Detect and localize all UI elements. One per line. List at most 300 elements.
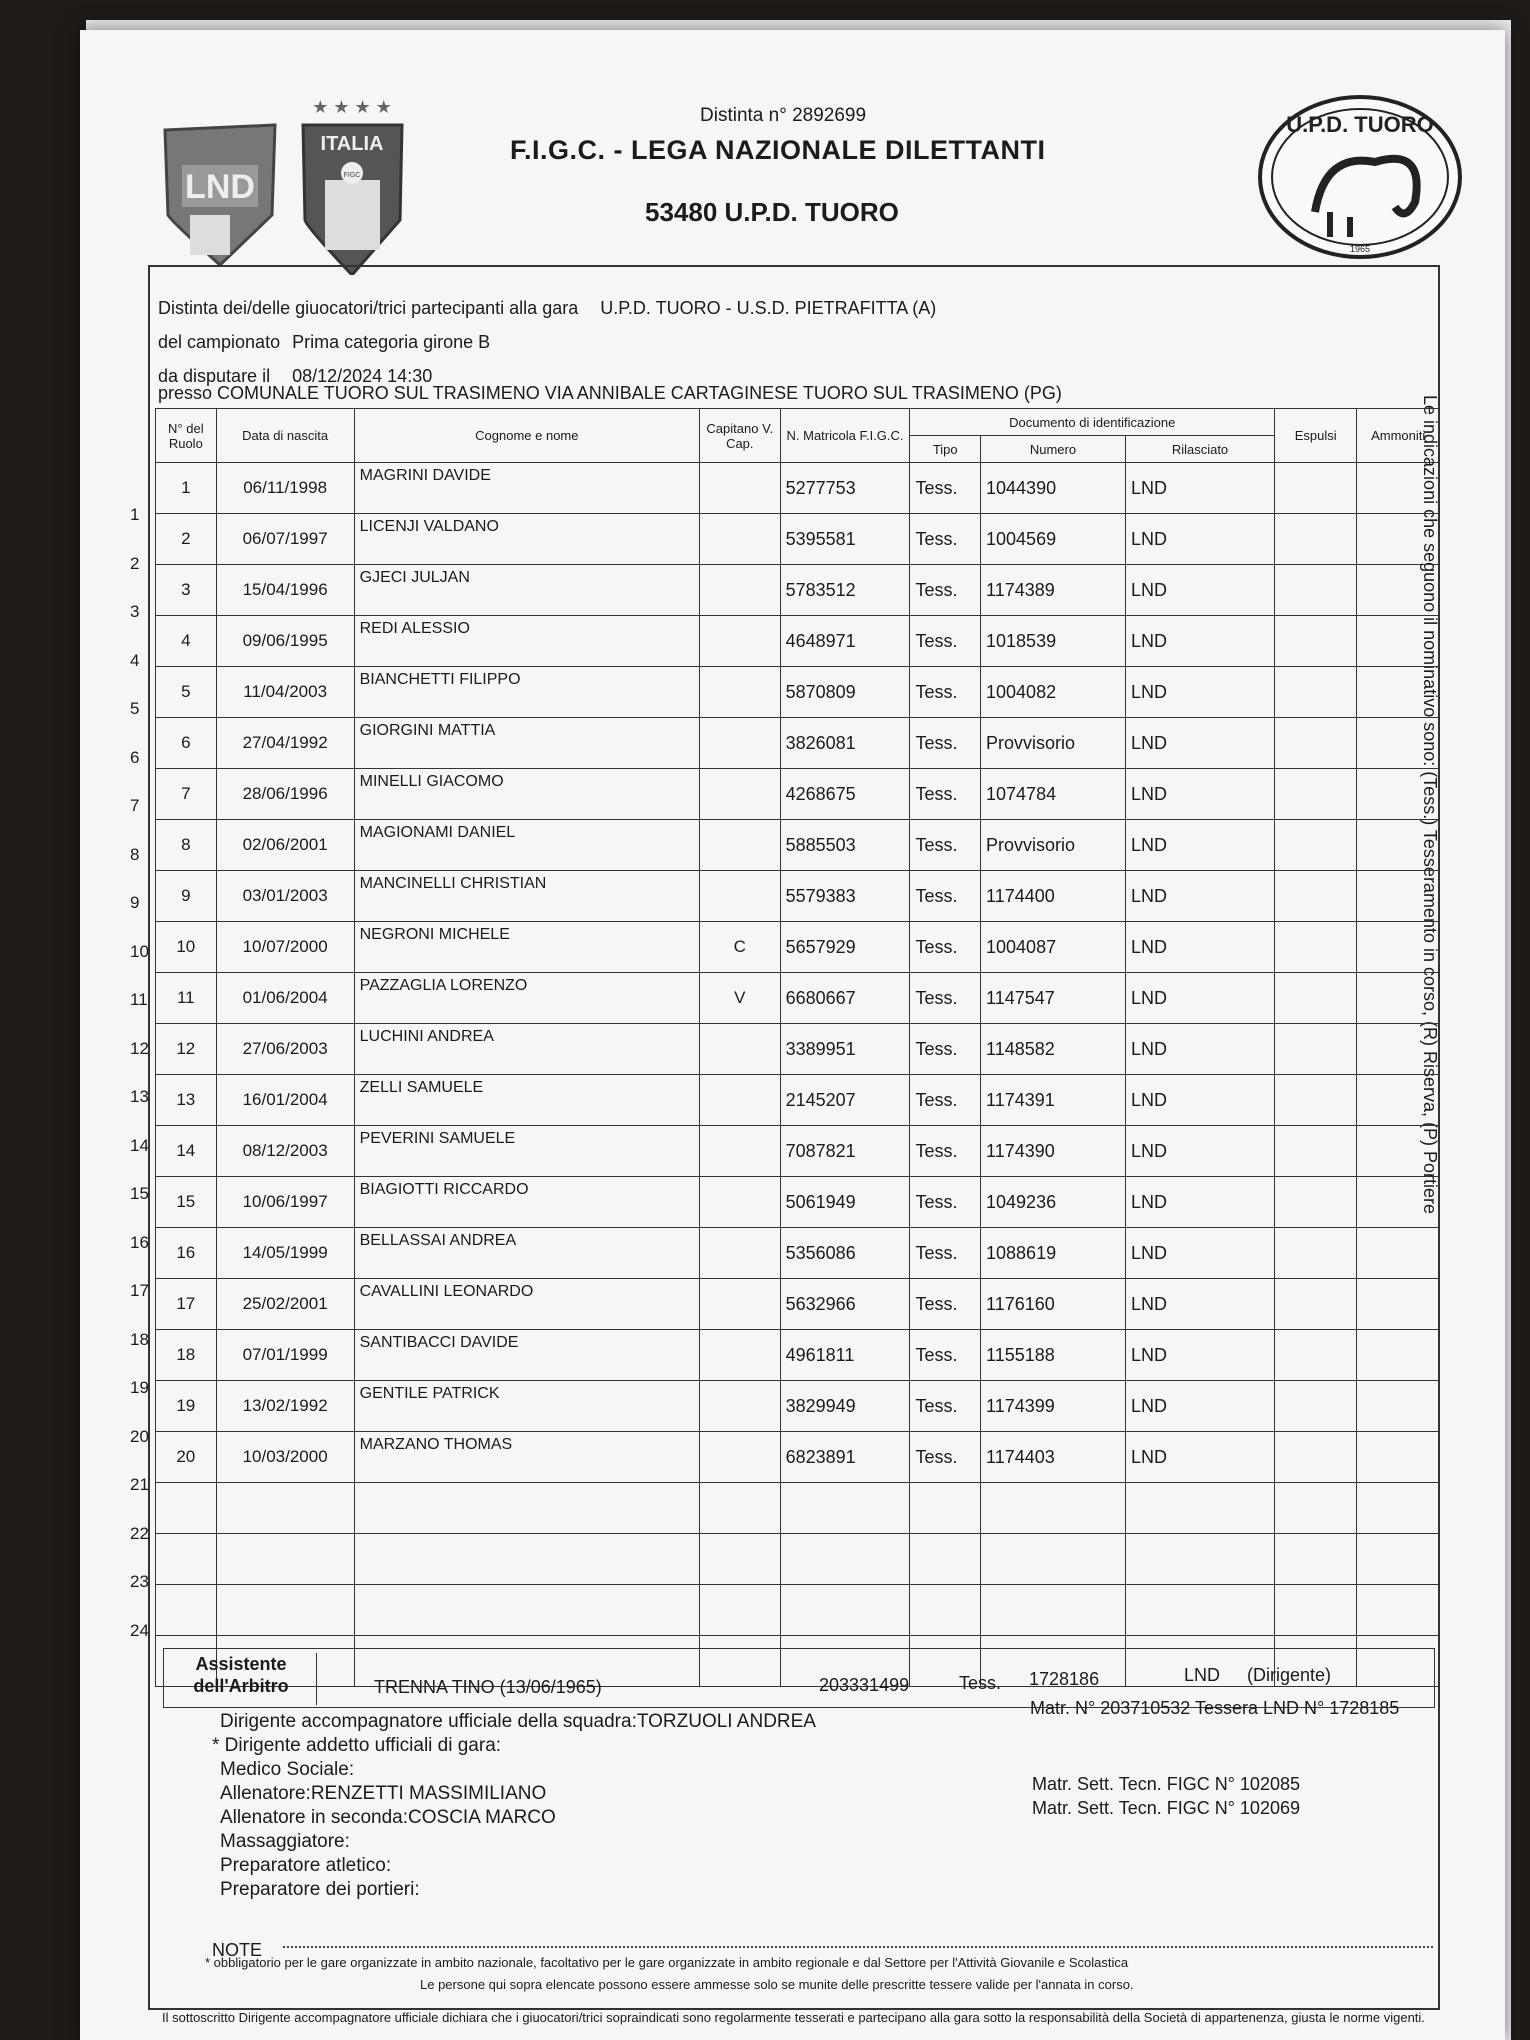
- row-number: 16: [130, 1232, 149, 1252]
- table-row: [156, 922, 1440, 973]
- player-rilasciato: LND: [1125, 1075, 1274, 1126]
- player-rilasciato: LND: [1125, 1330, 1274, 1381]
- player-nascita: 15/04/1996: [216, 565, 354, 616]
- note-label: NOTE: [212, 1940, 263, 1960]
- player-ammoniti: [1357, 667, 1440, 718]
- player-ruolo: 8: [156, 820, 217, 871]
- table-row: [156, 1126, 1440, 1177]
- player-nome: [354, 1585, 699, 1636]
- player-nome: GIORGINI MATTIA: [354, 718, 699, 769]
- player-ruolo: 10: [156, 922, 217, 973]
- player-espulsi: [1275, 514, 1357, 565]
- player-espulsi: [1275, 718, 1357, 769]
- player-nome: BELLASSAI ANDREA: [354, 1228, 699, 1279]
- player-capitano: [700, 1024, 781, 1075]
- player-tipo: Tess.: [910, 1075, 981, 1126]
- table-row: [156, 616, 1440, 667]
- player-nascita: 27/06/2003: [216, 1024, 354, 1075]
- player-tipo: Tess.: [910, 1279, 981, 1330]
- table-row: [156, 1024, 1440, 1075]
- allenatore: Allenatore:RENZETTI MASSIMILIANO: [220, 1783, 547, 1804]
- table-row: [156, 769, 1440, 820]
- player-espulsi: [1275, 565, 1357, 616]
- player-nascita: 01/06/2004: [216, 973, 354, 1024]
- player-nascita: 08/12/2003: [216, 1126, 354, 1177]
- player-capitano: [700, 1075, 781, 1126]
- player-ruolo: [156, 1483, 217, 1534]
- col-tipo: Tipo: [910, 436, 981, 463]
- player-rilasciato: LND: [1125, 514, 1274, 565]
- player-nascita: 13/02/1992: [216, 1381, 354, 1432]
- player-capitano: C: [700, 922, 781, 973]
- player-tipo: Tess.: [910, 1381, 981, 1432]
- player-ammoniti: [1357, 1483, 1440, 1534]
- player-nascita: 10/06/1997: [216, 1177, 354, 1228]
- player-ammoniti: [1357, 769, 1440, 820]
- player-ammoniti: [1357, 616, 1440, 667]
- player-numero: 1044390: [981, 463, 1126, 514]
- row-number: 13: [130, 1087, 149, 1106]
- player-espulsi: [1275, 1279, 1357, 1330]
- player-tipo: Tess.: [910, 1024, 981, 1075]
- player-nome: BIANCHETTI FILIPPO: [354, 667, 699, 718]
- player-rilasciato: LND: [1125, 1024, 1274, 1075]
- player-tipo: Tess.: [910, 616, 981, 667]
- player-capitano: [700, 616, 781, 667]
- player-matricola: 6680667: [780, 973, 910, 1024]
- player-ruolo: 1: [156, 463, 217, 514]
- table-row: [156, 514, 1440, 565]
- player-ruolo: 11: [156, 973, 217, 1024]
- preparatore-portieri: Preparatore dei portieri:: [220, 1879, 420, 1900]
- player-numero: [981, 1483, 1126, 1534]
- player-nome: MAGIONAMI DANIEL: [354, 820, 699, 871]
- col-ruolo: N° del Ruolo: [156, 409, 217, 463]
- player-nascita: 25/02/2001: [216, 1279, 354, 1330]
- row-number: 21: [130, 1475, 149, 1494]
- dirigente-matricola: Matr. N° 203710532 Tessera LND N° 1728185: [1030, 1698, 1400, 1718]
- player-ammoniti: [1357, 463, 1440, 514]
- officials-list: [212, 1710, 816, 1902]
- player-nome: PAZZAGLIA LORENZO: [354, 973, 699, 1024]
- player-ammoniti: [1357, 922, 1440, 973]
- row-number: 8: [130, 844, 140, 864]
- player-nascita: 06/07/1997: [216, 514, 354, 565]
- table-row: [156, 1177, 1440, 1228]
- assistente-rilasciato: LND: [1184, 1665, 1221, 1685]
- player-numero: 1004087: [981, 922, 1126, 973]
- note-ammesse: Le persone qui sopra elencate possono essere ammesse solo se munite delle prescritte tessere valide per l'annata in corso.: [420, 1977, 1134, 1992]
- player-tipo: Tess.: [910, 973, 981, 1024]
- col-capitano: Capitano V. Cap.: [700, 409, 781, 463]
- player-nome: BIAGIOTTI RICCARDO: [354, 1177, 699, 1228]
- player-numero: 1174390: [981, 1126, 1126, 1177]
- lnd-logo: [160, 120, 280, 270]
- player-ruolo: 19: [156, 1381, 217, 1432]
- assistente-tipo: Tess.: [959, 1673, 1002, 1693]
- info-presso: presso COMUNALE TUORO SUL TRASIMENO VIA ANNIBALE CARTAGINESE TUORO SUL TRASIMENO (PG): [158, 383, 1062, 403]
- row-number: 1: [130, 505, 140, 524]
- row-number: 17: [130, 1281, 149, 1300]
- player-matricola: 4268675: [780, 769, 910, 820]
- player-ruolo: 17: [156, 1279, 217, 1330]
- player-numero: 1074784: [981, 769, 1126, 820]
- player-matricola: 7087821: [780, 1126, 910, 1177]
- player-nascita: 02/06/2001: [216, 820, 354, 871]
- player-tipo: Tess.: [910, 565, 981, 616]
- svg-text:★ ★ ★ ★: ★ ★ ★ ★: [312, 97, 392, 117]
- player-numero: 1004082: [981, 667, 1126, 718]
- row-number: 7: [130, 796, 140, 815]
- table-row: [156, 718, 1440, 769]
- player-capitano: [700, 1381, 781, 1432]
- player-nome: PEVERINI SAMUELE: [354, 1126, 699, 1177]
- player-espulsi: [1275, 820, 1357, 871]
- player-matricola: 4961811: [780, 1330, 910, 1381]
- player-espulsi: [1275, 1483, 1357, 1534]
- player-rilasciato: [1125, 1483, 1274, 1534]
- player-matricola: 5395581: [780, 514, 910, 565]
- player-numero: 1018539: [981, 616, 1126, 667]
- col-numero: Numero: [981, 436, 1126, 463]
- player-nome: LICENJI VALDANO: [354, 514, 699, 565]
- player-ammoniti: [1357, 514, 1440, 565]
- player-nascita: [216, 1534, 354, 1585]
- player-numero: 1174399: [981, 1381, 1126, 1432]
- player-tipo: Tess.: [910, 1177, 981, 1228]
- player-tipo: Tess.: [910, 1228, 981, 1279]
- upd-tuoro-logo: [1255, 92, 1465, 262]
- player-nome: MINELLI GIACOMO: [354, 769, 699, 820]
- player-espulsi: [1275, 1228, 1357, 1279]
- assistente-matricola: 203331499: [819, 1675, 910, 1695]
- player-capitano: [700, 1534, 781, 1585]
- table-row: [156, 1330, 1440, 1381]
- player-capitano: [700, 1483, 781, 1534]
- player-nome: [354, 1483, 699, 1534]
- player-ruolo: 3: [156, 565, 217, 616]
- player-espulsi: [1275, 616, 1357, 667]
- player-matricola: 5277753: [780, 463, 910, 514]
- player-numero: 1049236: [981, 1177, 1126, 1228]
- player-ruolo: 7: [156, 769, 217, 820]
- player-tipo: Tess.: [910, 514, 981, 565]
- player-nome: CAVALLINI LEONARDO: [354, 1279, 699, 1330]
- player-tipo: Tess.: [910, 1330, 981, 1381]
- document-title: F.I.G.C. - LEGA NAZIONALE DILETTANTI: [510, 135, 1046, 165]
- player-tipo: Tess.: [910, 718, 981, 769]
- player-matricola: 5579383: [780, 871, 910, 922]
- player-capitano: [700, 1177, 781, 1228]
- player-matricola: [780, 1585, 910, 1636]
- player-rilasciato: LND: [1125, 463, 1274, 514]
- player-matricola: 3829949: [780, 1381, 910, 1432]
- player-numero: 1155188: [981, 1330, 1126, 1381]
- player-nome: SANTIBACCI DAVIDE: [354, 1330, 699, 1381]
- player-tipo: Tess.: [910, 667, 981, 718]
- assistente-numero: 1728186: [1029, 1669, 1100, 1689]
- player-tipo: [910, 1585, 981, 1636]
- player-nascita: [216, 1483, 354, 1534]
- player-ammoniti: [1357, 871, 1440, 922]
- player-ruolo: 14: [156, 1126, 217, 1177]
- col-matricola: N. Matricola F.I.G.C.: [780, 409, 910, 463]
- player-numero: 1176160: [981, 1279, 1126, 1330]
- row-number: 10: [130, 941, 149, 961]
- player-numero: 1004569: [981, 514, 1126, 565]
- player-tipo: [910, 1483, 981, 1534]
- row-number: 5: [130, 699, 140, 718]
- player-ammoniti: [1357, 718, 1440, 769]
- player-capitano: [700, 820, 781, 871]
- table-row: [156, 1534, 1440, 1585]
- player-matricola: [780, 1483, 910, 1534]
- player-numero: 1174400: [981, 871, 1126, 922]
- player-rilasciato: LND: [1125, 1432, 1274, 1483]
- player-numero: 1148582: [981, 1024, 1126, 1075]
- player-matricola: 2145207: [780, 1075, 910, 1126]
- player-ruolo: 18: [156, 1330, 217, 1381]
- player-matricola: [780, 1534, 910, 1585]
- col-rilasciato: Rilasciato: [1125, 436, 1274, 463]
- player-tipo: Tess.: [910, 769, 981, 820]
- players-table: [155, 408, 1440, 1687]
- player-espulsi: [1275, 973, 1357, 1024]
- table-row: [156, 1228, 1440, 1279]
- player-numero: Provvisorio: [981, 820, 1126, 871]
- figc-italia-logo: [295, 95, 410, 275]
- player-matricola: 5356086: [780, 1228, 910, 1279]
- col-ammoniti: Ammoniti: [1357, 409, 1440, 463]
- player-espulsi: [1275, 922, 1357, 973]
- player-ruolo: 13: [156, 1075, 217, 1126]
- row-number: 24: [130, 1620, 149, 1640]
- player-ammoniti: [1357, 1432, 1440, 1483]
- row-number: 11: [130, 990, 148, 1009]
- player-matricola: 5885503: [780, 820, 910, 871]
- row-number: 18: [130, 1329, 149, 1349]
- medico: Medico Sociale:: [220, 1759, 355, 1780]
- player-capitano: [700, 769, 781, 820]
- player-matricola: 5783512: [780, 565, 910, 616]
- assistente-nome: TRENNA TINO (13/06/1965): [374, 1677, 602, 1697]
- player-tipo: [910, 1534, 981, 1585]
- player-nascita: 28/06/1996: [216, 769, 354, 820]
- row-number: 9: [130, 893, 140, 912]
- note-dotted-line: [283, 1946, 1433, 1948]
- player-nome: LUCHINI ANDREA: [354, 1024, 699, 1075]
- player-espulsi: [1275, 1534, 1357, 1585]
- svg-text:LND: LND: [185, 168, 255, 206]
- player-nome: ZELLI SAMUELE: [354, 1075, 699, 1126]
- table-row: [156, 973, 1440, 1024]
- player-nome: MANCINELLI CHRISTIAN: [354, 871, 699, 922]
- player-espulsi: [1275, 463, 1357, 514]
- player-capitano: [700, 718, 781, 769]
- info-gara: Distinta dei/delle giuocatori/trici partecipanti alla gara U.P.D. TUORO - U.S.D. PIETRAFITTA (A): [158, 298, 937, 318]
- player-ruolo: 15: [156, 1177, 217, 1228]
- player-matricola: 3826081: [780, 718, 910, 769]
- player-capitano: [700, 565, 781, 616]
- info-data: da disputare il 08/12/2024 14:30: [158, 366, 433, 386]
- player-nome: GENTILE PATRICK: [354, 1381, 699, 1432]
- note-sottoscritto: Il sottoscritto Dirigente accompagnatore ufficiale dichiara che i giuocatori/trici sopraindicati sono regolarmente tesserati e partecipano alla gara sotto la responsabilità della Società di appartenenza, giusta le norme vigenti.: [162, 2010, 1425, 2025]
- player-rilasciato: LND: [1125, 1381, 1274, 1432]
- row-number: 4: [130, 650, 140, 670]
- player-nascita: 14/05/1999: [216, 1228, 354, 1279]
- dirigente: Dirigente accompagnatore ufficiale della squadra:TORZUOLI ANDREA: [220, 1711, 816, 1732]
- player-ruolo: [156, 1534, 217, 1585]
- player-numero: 1174389: [981, 565, 1126, 616]
- player-ammoniti: [1357, 1024, 1440, 1075]
- preparatore-atletico: Preparatore atletico:: [220, 1855, 392, 1876]
- player-ruolo: 5: [156, 667, 217, 718]
- player-ammoniti: [1357, 565, 1440, 616]
- player-capitano: [700, 667, 781, 718]
- player-ammoniti: [1357, 1228, 1440, 1279]
- table-row: [156, 1483, 1440, 1534]
- player-rilasciato: LND: [1125, 1177, 1274, 1228]
- player-capitano: [700, 1279, 781, 1330]
- player-rilasciato: LND: [1125, 769, 1274, 820]
- player-rilasciato: LND: [1125, 973, 1274, 1024]
- player-nascita: 03/01/2003: [216, 871, 354, 922]
- row-number: 2: [130, 553, 140, 573]
- player-capitano: [700, 1432, 781, 1483]
- player-nome: NEGRONI MICHELE: [354, 922, 699, 973]
- player-ammoniti: [1357, 820, 1440, 871]
- player-capitano: [700, 514, 781, 565]
- player-espulsi: [1275, 1432, 1357, 1483]
- player-espulsi: [1275, 1585, 1357, 1636]
- player-matricola: 4648971: [780, 616, 910, 667]
- player-tipo: Tess.: [910, 1126, 981, 1177]
- player-rilasciato: LND: [1125, 820, 1274, 871]
- table-row: [156, 1432, 1440, 1483]
- player-capitano: [700, 1585, 781, 1636]
- player-ammoniti: [1357, 1279, 1440, 1330]
- player-ruolo: [156, 1585, 217, 1636]
- player-rilasciato: LND: [1125, 718, 1274, 769]
- player-tipo: Tess.: [910, 871, 981, 922]
- player-nascita: 16/01/2004: [216, 1075, 354, 1126]
- table-row: [156, 1585, 1440, 1636]
- player-espulsi: [1275, 1075, 1357, 1126]
- svg-text:1965: 1965: [1349, 244, 1371, 254]
- player-nascita: 27/04/1992: [216, 718, 354, 769]
- player-rilasciato: LND: [1125, 922, 1274, 973]
- table-row: [156, 565, 1440, 616]
- player-ammoniti: [1357, 1330, 1440, 1381]
- info-campionato: del campionato Prima categoria girone B: [158, 332, 491, 352]
- row-number: 22: [130, 1523, 149, 1543]
- player-ruolo: 4: [156, 616, 217, 667]
- player-espulsi: [1275, 1126, 1357, 1177]
- player-nascita: 06/11/1998: [216, 463, 354, 514]
- player-rilasciato: LND: [1125, 1279, 1274, 1330]
- player-matricola: 5870809: [780, 667, 910, 718]
- player-rilasciato: LND: [1125, 565, 1274, 616]
- player-ruolo: 12: [156, 1024, 217, 1075]
- player-ammoniti: [1357, 1177, 1440, 1228]
- player-numero: 1088619: [981, 1228, 1126, 1279]
- row-number: 12: [130, 1038, 149, 1058]
- player-espulsi: [1275, 1381, 1357, 1432]
- player-ruolo: 20: [156, 1432, 217, 1483]
- svg-text:FIGC: FIGC: [343, 172, 361, 179]
- player-tipo: Tess.: [910, 463, 981, 514]
- player-nascita: 07/01/1999: [216, 1330, 354, 1381]
- player-numero: 1174391: [981, 1075, 1126, 1126]
- player-matricola: 3389951: [780, 1024, 910, 1075]
- row-number: 3: [130, 602, 140, 621]
- table-row: [156, 820, 1440, 871]
- player-nome: MAGRINI DAVIDE: [354, 463, 699, 514]
- player-numero: [981, 1534, 1126, 1585]
- player-nome: REDI ALESSIO: [354, 616, 699, 667]
- player-numero: Provvisorio: [981, 718, 1126, 769]
- row-number: 14: [130, 1135, 149, 1155]
- player-nascita: [216, 1585, 354, 1636]
- player-numero: 1174403: [981, 1432, 1126, 1483]
- player-capitano: [700, 1126, 781, 1177]
- svg-text:ITALIA: ITALIA: [320, 133, 384, 155]
- player-nascita: 11/04/2003: [216, 667, 354, 718]
- player-capitano: V: [700, 973, 781, 1024]
- player-rilasciato: LND: [1125, 1126, 1274, 1177]
- table-row: [156, 871, 1440, 922]
- row-number: 15: [130, 1184, 149, 1203]
- allenatore-seconda: Allenatore in seconda:COSCIA MARCO: [220, 1807, 556, 1828]
- col-documento: Documento di identificazione: [910, 409, 1275, 436]
- player-nascita: 10/03/2000: [216, 1432, 354, 1483]
- massaggiatore: Massaggiatore:: [220, 1831, 350, 1852]
- player-espulsi: [1275, 1330, 1357, 1381]
- player-ruolo: 16: [156, 1228, 217, 1279]
- col-nascita: Data di nascita: [216, 409, 354, 463]
- row-number: 20: [130, 1426, 149, 1446]
- player-tipo: Tess.: [910, 1432, 981, 1483]
- player-rilasciato: LND: [1125, 871, 1274, 922]
- player-espulsi: [1275, 769, 1357, 820]
- row-number: 19: [130, 1378, 149, 1397]
- player-matricola: 5632966: [780, 1279, 910, 1330]
- player-tipo: Tess.: [910, 922, 981, 973]
- table-row: [156, 463, 1440, 514]
- player-matricola: 6823891: [780, 1432, 910, 1483]
- allenatore-matricola: Matr. Sett. Tecn. FIGC N° 102085: [1032, 1774, 1300, 1794]
- player-ruolo: 9: [156, 871, 217, 922]
- player-ammoniti: [1357, 1585, 1440, 1636]
- player-tipo: Tess.: [910, 820, 981, 871]
- player-rilasciato: LND: [1125, 616, 1274, 667]
- table-row: [156, 1075, 1440, 1126]
- player-espulsi: [1275, 871, 1357, 922]
- player-capitano: [700, 1330, 781, 1381]
- col-espulsi: Espulsi: [1275, 409, 1357, 463]
- player-ammoniti: [1357, 1126, 1440, 1177]
- player-nome: [354, 1534, 699, 1585]
- player-capitano: [700, 1228, 781, 1279]
- player-nome: MARZANO THOMAS: [354, 1432, 699, 1483]
- club-name: 53480 U.P.D. TUORO: [645, 197, 899, 227]
- player-ruolo: 6: [156, 718, 217, 769]
- dirigente-addetto: * Dirigente addetto ufficiali di gara:: [212, 1735, 502, 1756]
- player-numero: 1147547: [981, 973, 1126, 1024]
- player-rilasciato: LND: [1125, 1228, 1274, 1279]
- svg-text:U.P.D. TUORO: U.P.D. TUORO: [1286, 112, 1434, 137]
- player-capitano: [700, 871, 781, 922]
